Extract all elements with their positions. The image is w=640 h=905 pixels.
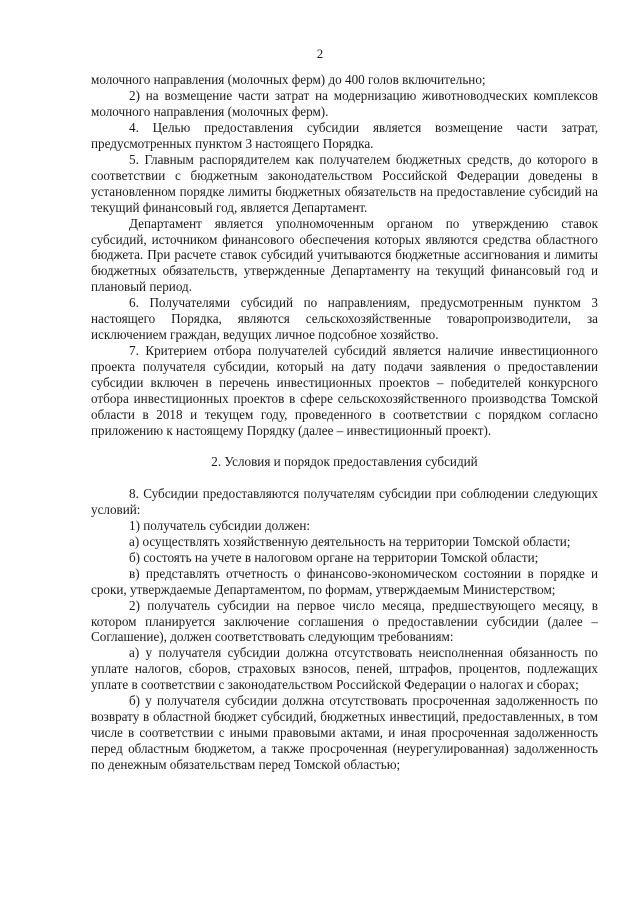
page-number: 2 — [316, 46, 324, 61]
paragraph: молочного направления (молочных ферм) до 400 голов включительно; — [91, 72, 486, 87]
paragraph: 5. Главным распорядителем как получателем бюджетных средств, до которого в соответствии с бюджетным законодательством Российской Федерации доведены в установленном порядке лимиты бюджетных обязательств на предоставление субсидий на текущий финансовый год, является Департамент. — [91, 151, 598, 215]
paragraph: 4. Целью предоставления субсидии является возмещение части затрат, предусмотренных пунктом 3 настоящего Порядка. — [91, 119, 598, 151]
paragraph: б) состоять на учете в налоговом органе на территории Томской области; — [129, 549, 539, 565]
section-heading: 2. Условия и порядок предоставления субсидий — [211, 453, 478, 469]
paragraph: 2) на возмещение части затрат на модернизацию животноводческих комплексов молочного направления (молочных ферм). — [91, 87, 598, 119]
paragraph: 8. Субсидии предоставляются получателям субсидии при соблюдении следующих условий: — [91, 485, 598, 517]
paragraph: 6. Получателями субсидий по направлениям, предусмотренным пунктом 3 настоящего Порядка, являются сельскохозяйственные товаропроизводители, за исключением граждан, ведущих личное подсобное хозяйство. — [91, 295, 598, 343]
paragraph: в) представлять отчетность о финансово-экономическом состоянии в порядке и сроки, утверждаемые Департаментом, по формам, утверждаемым Министерством; — [91, 565, 598, 597]
paragraph: б) у получателя субсидии должна отсутствовать просроченная задолженность по возврату в областной бюджет субсидий, бюджетных инвестиций, предоставленных, в том числе в соответствии с иными правовыми актами, и иная просроченная задолженность перед областным бюджетом, а также просроченная (неурегулированная) задолженность по денежным обязательствам перед Томской областью; — [91, 693, 598, 773]
paragraph: 2) получатель субсидии на первое число месяца, предшествующего месяцу, в котором планируется заключение соглашения о предоставлении субсидии (далее – Соглашение), должен соответствовать следующим требованиям: — [91, 597, 598, 645]
paragraph: 1) получатель субсидии должен: — [129, 517, 311, 533]
paragraph: а) у получателя субсидии должна отсутствовать неисполненная обязанность по уплате налогов, сборов, страховых взносов, пеней, штрафов, процентов, подлежащих уплате в соответствии с законодательством Российской Федерации о налогах и сборах; — [91, 645, 598, 693]
paragraph: 7. Критерием отбора получателей субсидий является наличие инвестиционного проекта получателя субсидии, который на дату подачи заявления о предоставлении субсидии включен в перечень инвестиционных проектов – победителей конкурсного отбора инвестиционных проектов в сфере сельскохозяйственного производства Томской области в 2018 и текущем году, проведенного в соответствии с порядком согласно приложению к настоящему Порядку (далее – инвестиционный проект). — [91, 343, 598, 438]
document-body — [91, 72, 598, 773]
paragraph: а) осуществлять хозяйственную деятельность на территории Томской области; — [129, 533, 571, 549]
paragraph: Департамент является уполномоченным органом по утверждению ставок субсидий, источником финансового обеспечения которых являются средства областного бюджета. При расчете ставок субсидий учитываются бюджетные ассигнования и лимиты бюджетных обязательств, утвержденные Департаменту на текущий финансовый год и плановый период. — [91, 215, 598, 295]
